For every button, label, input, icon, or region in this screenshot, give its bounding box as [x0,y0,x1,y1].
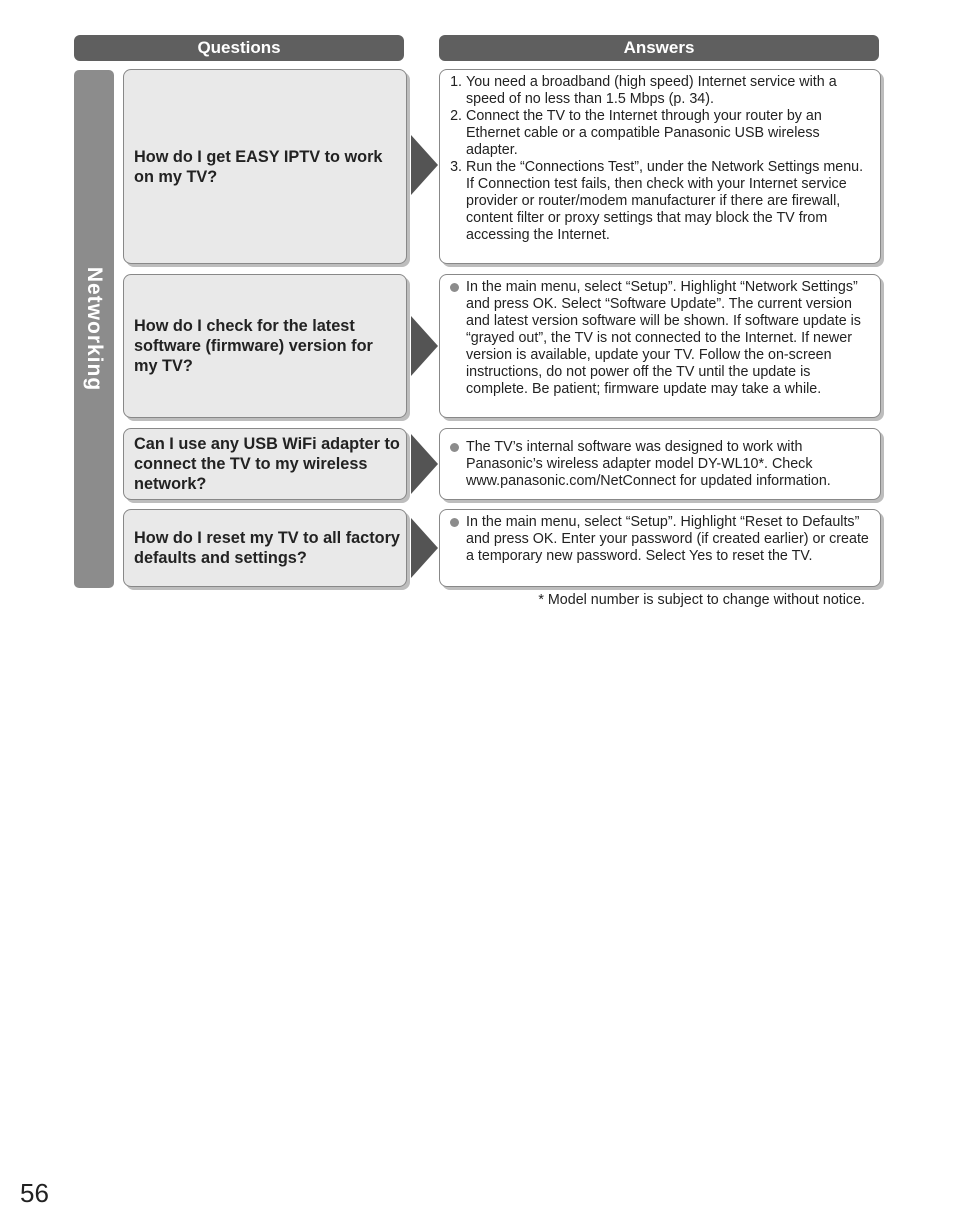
faq-answer-1 [439,69,881,264]
question-text: How do I reset my TV to all factory defaults and settings? [134,529,400,567]
faq-question-1 [123,69,407,264]
answer-step: 1. You need a broadband (high speed) Internet service with a speed of no less than 1.5 Mbps (p. 34). [466,74,874,108]
section-tab-networking [74,70,114,588]
arrow-right-icon [411,434,438,494]
faq-answer-4 [439,509,881,587]
faq-question-2 [123,274,407,418]
faq-answer-2 [439,274,881,418]
arrow-right-icon [411,316,438,376]
answer-steps [450,74,874,176]
bullet-dot-icon [450,443,459,452]
bullet-dot-icon [450,518,459,527]
answer-text: The TV’s internal software was designed to work with Panasonic’s wireless adapter model DY-WL10*. Check www.panasonic.com/NetConnect for updated information. [466,439,831,489]
answer-text: In the main menu, select “Setup”. Highlight “Reset to Defaults” and press OK. Enter your password (if created earlier) or create a temporary new password. Select Yes to reset the TV. [466,514,869,564]
faq-question-4 [123,509,407,587]
questions-header: Questions [74,35,404,61]
answer-bullet [450,514,874,565]
question-text: How do I check for the latest software (firmware) version for my TV? [134,317,373,375]
section-label: Networking [83,266,106,392]
faq-answer-3 [439,428,881,500]
arrow-right-icon [411,518,438,578]
footnote: * Model number is subject to change without notice. [538,592,865,608]
faq-question-3 [123,428,407,500]
answers-header: Answers [439,35,879,61]
question-text: How do I get EASY IPTV to work on my TV? [134,147,383,186]
arrow-right-icon [411,135,438,195]
answer-step: 2. Connect the TV to the Internet through your router by an Ethernet cable or a compatible Panasonic USB wireless adapter. [466,108,874,159]
answer-bullet [450,279,874,398]
answer-step: 3. Run the “Connections Test”, under the Network Settings menu. [466,159,874,176]
page-number: 56 [20,1178,49,1208]
question-text: Can I use any USB WiFi adapter to connect the TV to my wireless network? [134,435,400,493]
answer-note: If Connection test fails, then check with your Internet service provider or router/modem manufacturer if there are firewall, content filter or proxy settings that may block the TV from accessing the Internet. [466,176,847,243]
answer-bullet [450,439,874,490]
bullet-dot-icon [450,283,459,292]
answer-text: In the main menu, select “Setup”. Highlight “Network Settings” and press OK. Select “Software Update”. The current version and latest version software will be shown. If software update is “grayed out”, the TV is not connected to the Internet. If newer version is available, update your TV. Follow the on-screen instructions, do not power off the TV until the update is complete. Be patient; firmware update may take a while. [466,279,861,397]
